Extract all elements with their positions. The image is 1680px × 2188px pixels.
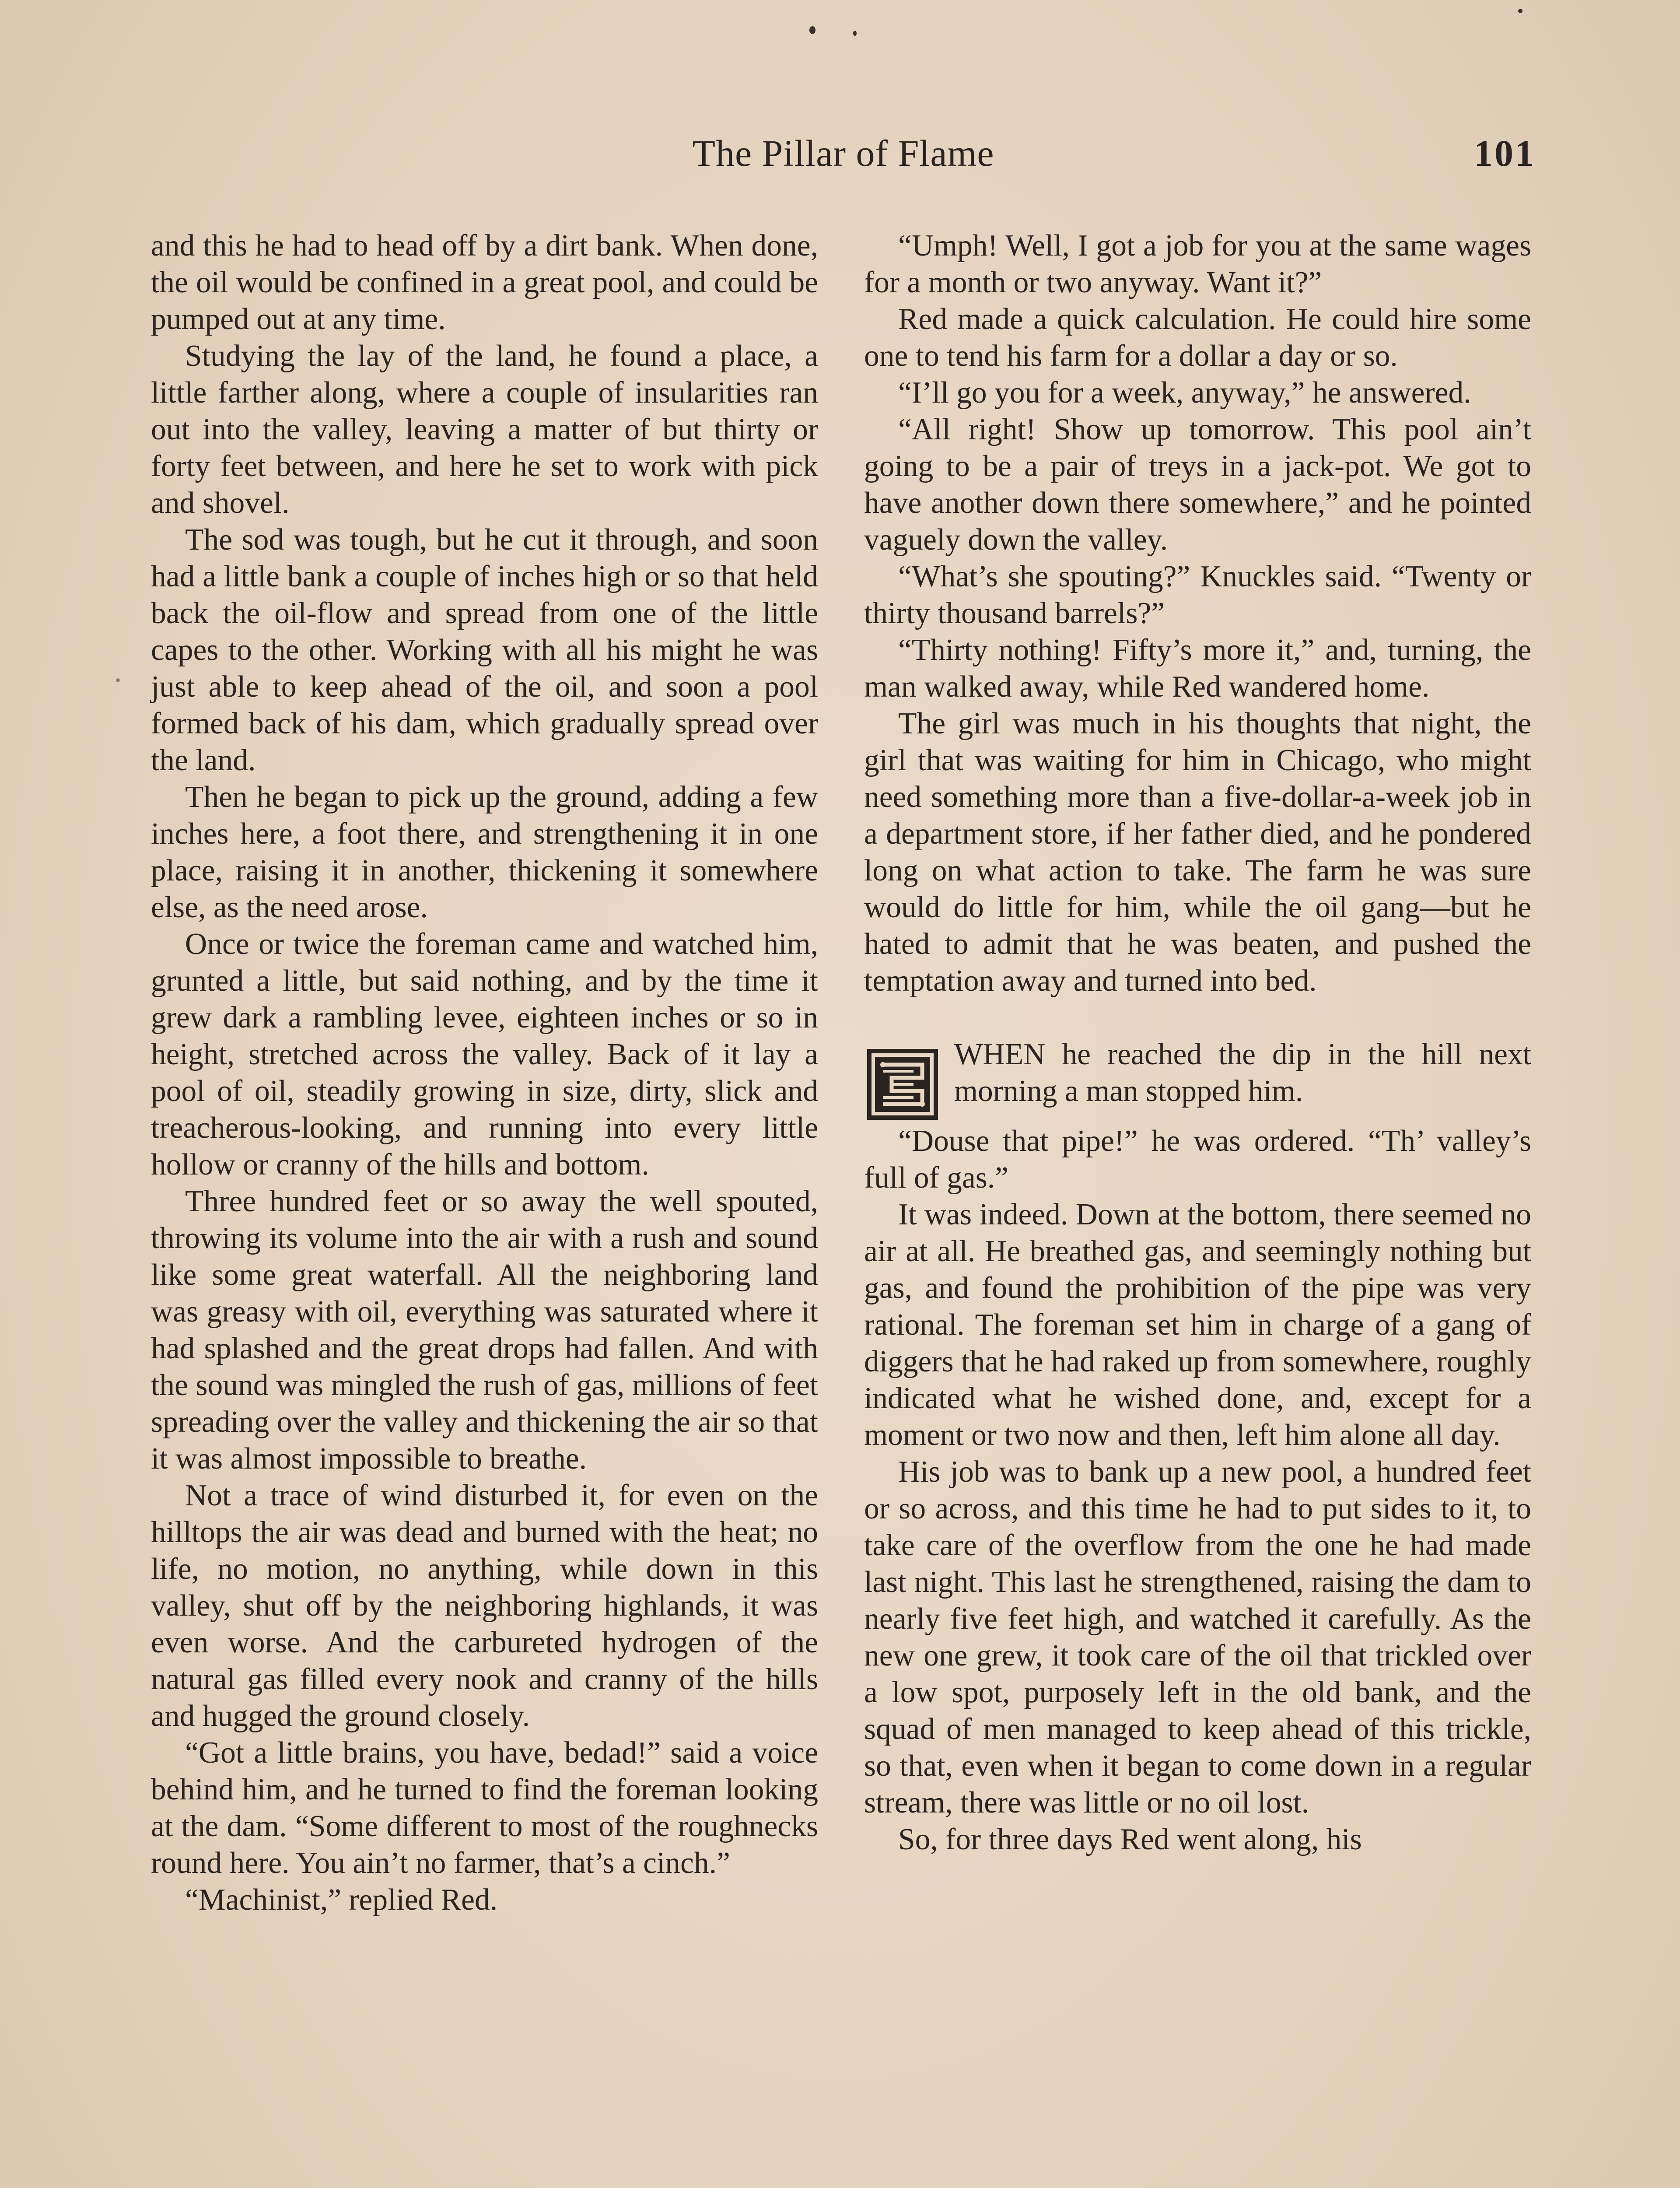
paragraph: Studying the lay of the land, he found a place, a little farther along, where a couple of insularities ran out into the valley, leaving a matter of but thirty or forty feet between, and here he set to work with pick and shovel. (151, 339, 818, 520)
paragraph: and this he had to head off by a dirt bank. When done, the oil would be confined in a great pool, and could be pumped out at any time. (151, 229, 818, 336)
paragraph: It was indeed. Down at the bottom, there seemed no air at all. He breathed gas, and seemingly nothing but gas, and found the prohibition of the pipe was very rational. The foreman set him in charge of a gang of diggers that he had raked up from somewhere, roughly indicated what he wished done, and, except for a moment or two now and then, left him alone all day. (864, 1198, 1531, 1452)
paragraph: The girl was much in his thoughts that night, the girl that was waiting for him in Chicago, who might need something more than a five-dollar-a-week job in a department store, if her father died, and he pondered long on what action to take. The farm he was sure would do little for him, while the oil gang—but he hated to admit that he was beaten, and pushed the temptation away and turned into bed. (864, 707, 1531, 998)
paragraph: His job was to bank up a new pool, a hundred feet or so across, and this time he had to put sides to it, to take care of the overflow from the one he had made last night. This last he strengthened, raising the dam to nearly five feet high, and watched it carefully. As the new one grew, it took care of the oil that trickled over a low spot, purposely left in the old bank, and the squad of men managed to keep ahead of this trickle, so that, even when it began to come down in a regular stream, there was little or no oil lost. (864, 1455, 1531, 1820)
running-head (151, 127, 1536, 179)
paragraph: Then he began to pick up the ground, adding a few inches here, a foot there, and strengthening it in one place, raising it in another, thickening it somewhere else, as the need arose. (151, 780, 818, 924)
paragraph: “Umph! Well, I got a job for you at the same wages for a month or two anyway. Want it?” (864, 229, 1531, 299)
paragraph: “Douse that pipe!” he was ordered. “Th’ valley’s full of gas.” (864, 1124, 1531, 1195)
paragraph: “Machinist,” replied Red. (185, 1883, 498, 1917)
paragraph: “All right! Show up tomorrow. This pool ain’t going to be a pair of treys in a jack-pot. We got to have another down there somewhere,” and he pointed vaguely down the valley. (864, 413, 1531, 557)
paper-speck (809, 26, 816, 34)
paragraph: “What’s she spouting?” Knuckles said. “Twenty or thirty thousand barrels?” (864, 560, 1531, 630)
paragraph: Three hundred feet or so away the well spouted, throwing its volume into the air with a rush and sound like some great waterfall. All the neighboring land was greasy with oil, everything was saturated where it had splashed and the great drops had fallen. And with the sound was mingled the rush of gas, millions of feet spreading over the valley and thickening the air so that it was almost impossible to breathe. (151, 1185, 818, 1476)
paragraph: “Thirty nothing! Fifty’s more it,” and, turning, the man walked away, while Red wandered home. (864, 633, 1531, 704)
paper-speck (1518, 9, 1522, 13)
paragraph: “I’ll go you for a week, anyway,” he answered. (898, 376, 1471, 410)
paragraph: Red made a quick calculation. He could hire some one to tend his farm for a dollar a day or so. (864, 302, 1531, 373)
paper-speck (853, 31, 857, 36)
running-title: The Pillar of Flame (692, 132, 994, 174)
paper-speck (116, 678, 120, 682)
paragraph: The sod was tough, but he cut it through, and soon had a little bank a couple of inches high or so that held back the oil-flow and spread from one of the little capes to the other. Working with all his might he was just able to keep ahead of the oil, and soon a pool formed back of his dam, which gradually spread over the land. (151, 523, 818, 777)
paragraph: So, for three days Red went along, his (898, 1823, 1362, 1856)
left-column (151, 228, 818, 1918)
celtic-knot-ornament-icon (864, 1046, 941, 1123)
paragraph: “Got a little brains, you have, bedad!” said a voice behind him, and he turned to find the foreman looking at the dam. “Some different to most of the roughnecks round here. You ain’t no farmer, that’s a cinch.” (151, 1736, 818, 1880)
section-break (864, 1036, 1531, 1123)
page-number: 101 (1474, 132, 1536, 174)
paragraph: Once or twice the foreman came and watched him, grunted a little, but said nothing, and by the time it grew dark a rambling levee, eighteen inches or so in height, stretched across the valley. Back of it lay a pool of oil, steadily growing in size, dirty, slick and treacherous-looking, and running into every little hollow or cranny of the hills and bottom. (151, 927, 818, 1182)
section-opening-paragraph: WHEN he reached the dip in the hill next morning a man stopped him. (954, 1038, 1531, 1108)
paragraph: Not a trace of wind disturbed it, for even on the hilltops the air was dead and burned with the heat; no life, no motion, no anything, while down in this valley, shut off by the neighboring highlands, it was even worse. And the carbureted hydrogen of the natural gas filled every nook and cranny of the hills and hugged the ground closely. (151, 1479, 818, 1733)
right-column (864, 228, 1531, 1858)
